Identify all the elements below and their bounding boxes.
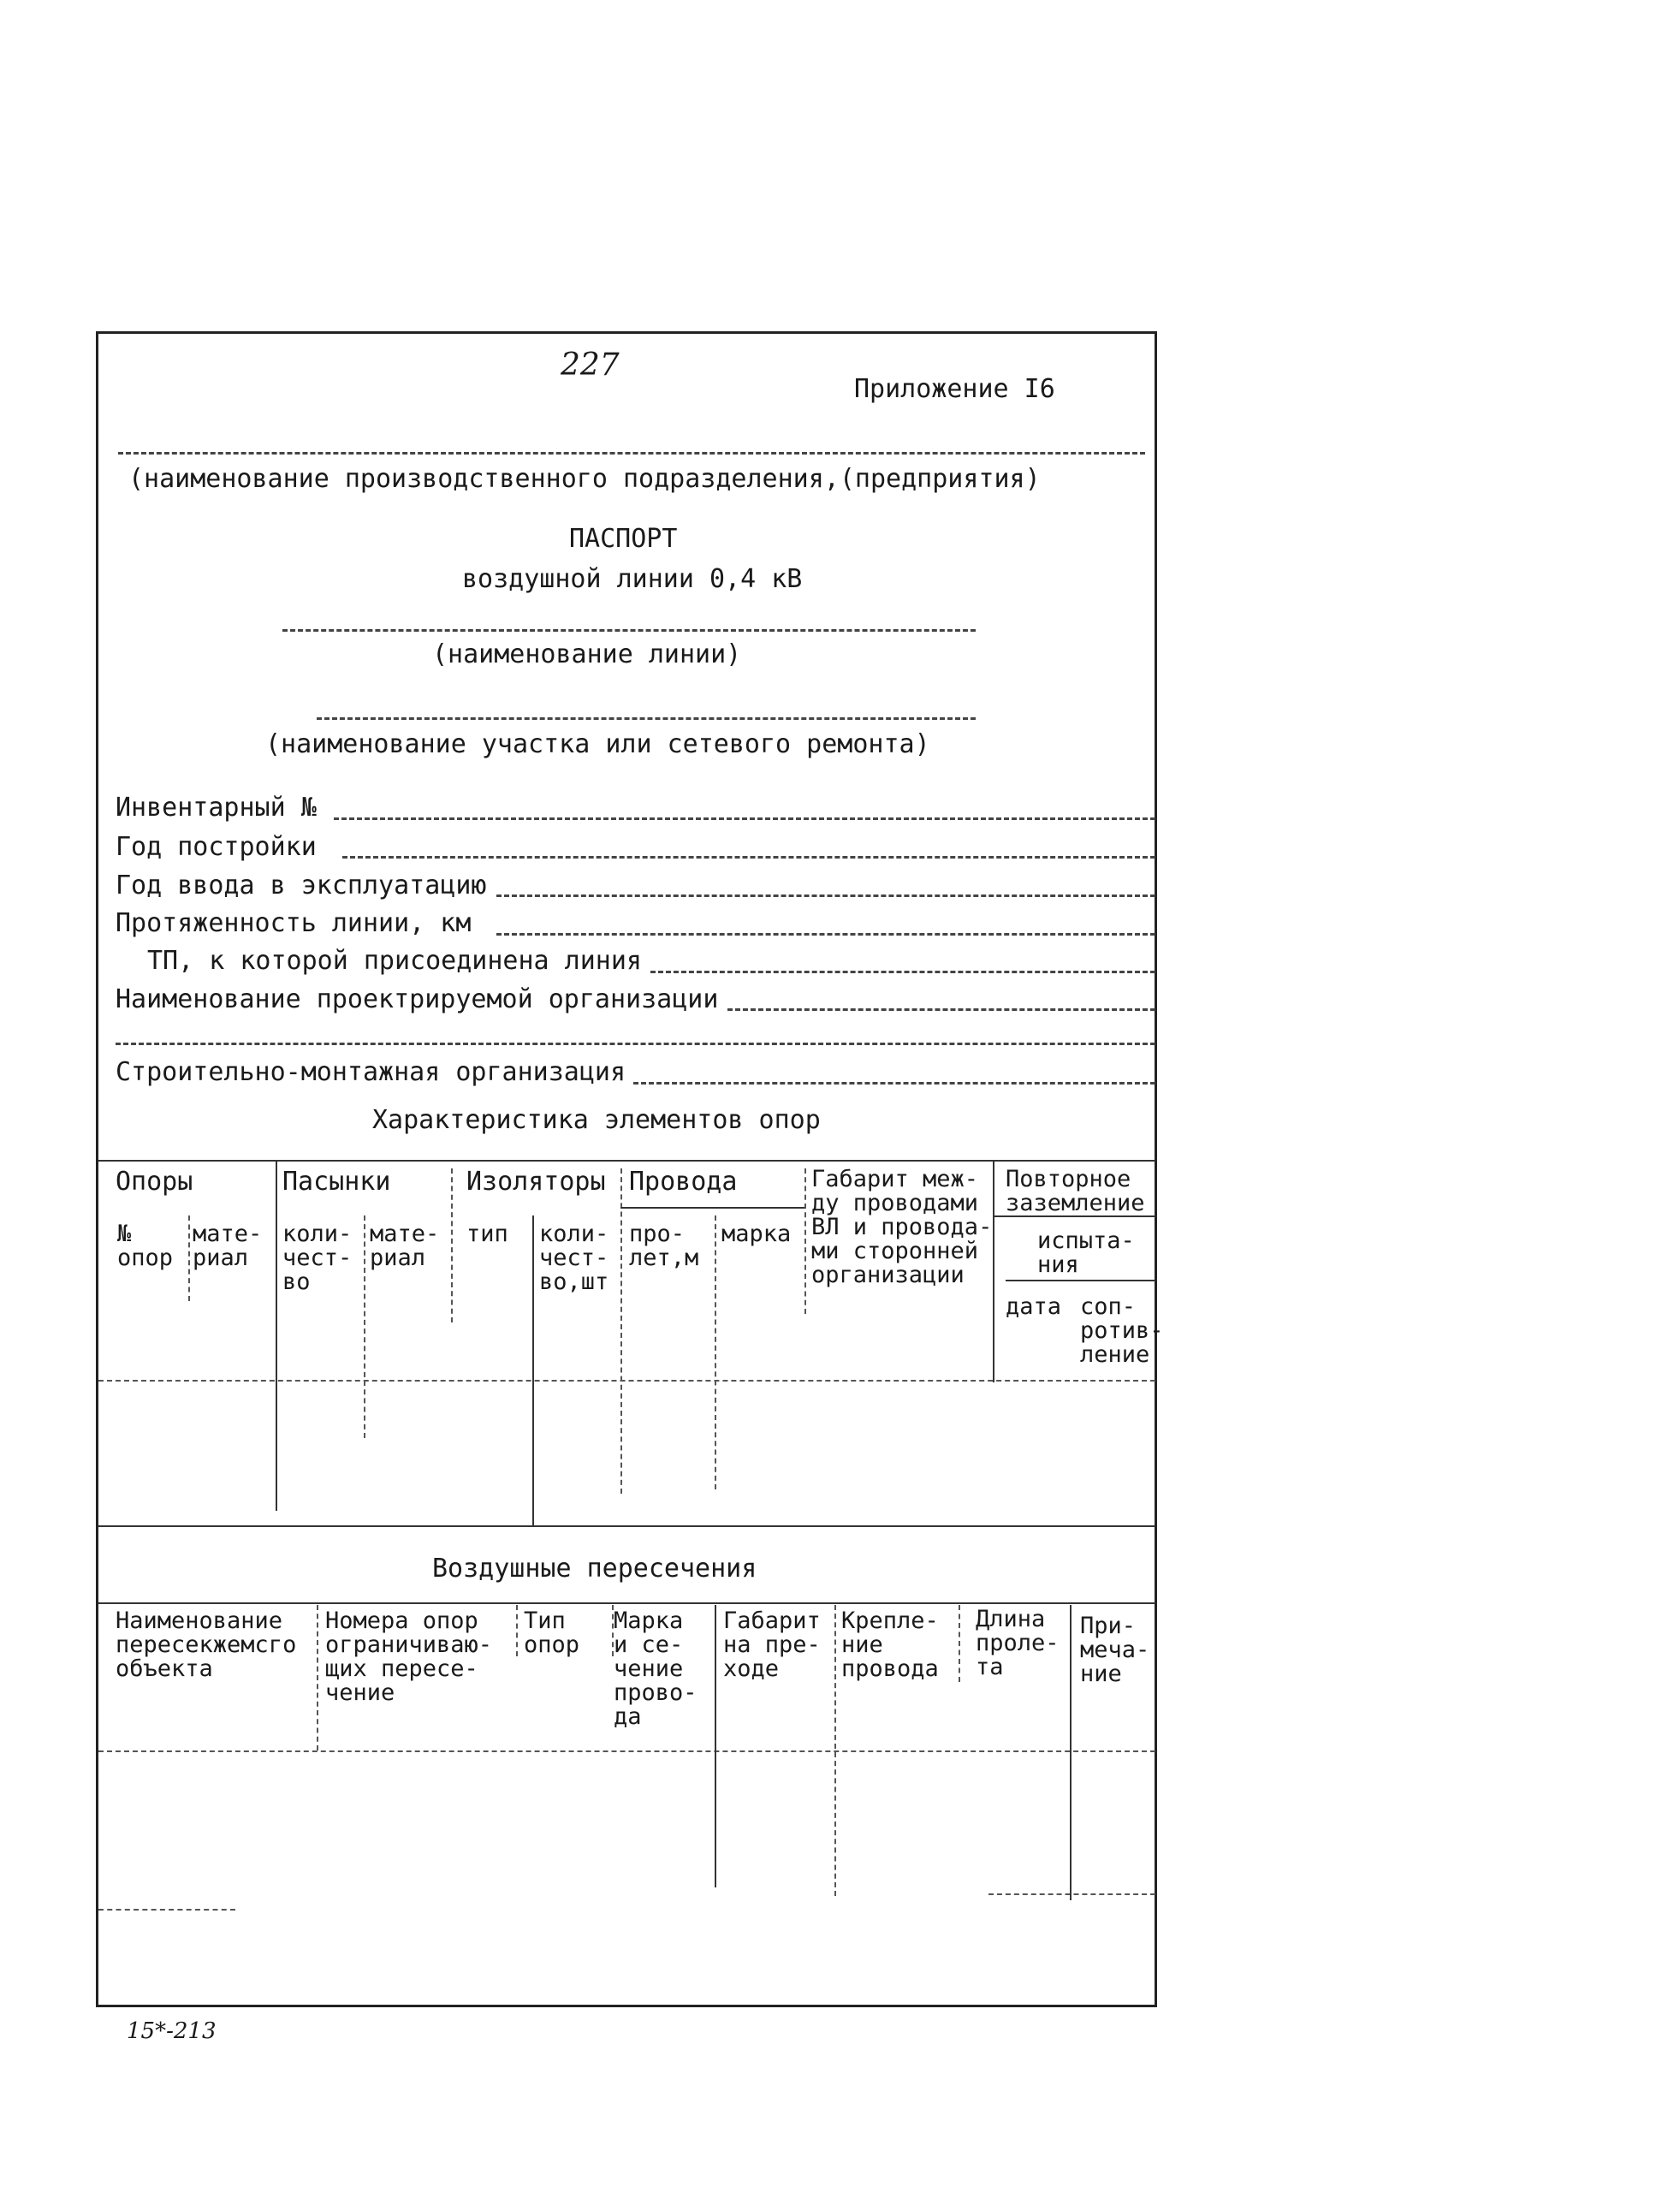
col-support-no: № опор bbox=[117, 1221, 174, 1271]
col-object: Наименование пересекжемсго объекта bbox=[116, 1608, 297, 1682]
col-support-material: мате- риал bbox=[193, 1221, 263, 1271]
field-construction-org-fill[interactable] bbox=[633, 1082, 1155, 1085]
col-grounding-test: испыта- ния bbox=[1037, 1227, 1135, 1278]
col-grade: марка bbox=[721, 1221, 792, 1247]
field-substation-fill[interactable] bbox=[650, 971, 1155, 973]
col-span-length: Длина проле- та bbox=[976, 1606, 1060, 1680]
field-length-label: Протяженность линии, км bbox=[116, 908, 472, 938]
col-pole-type: Тип опор bbox=[524, 1608, 580, 1658]
col-pole-numbers: Номера опор ограничиваю- щих пересе- чение bbox=[325, 1608, 493, 1706]
col-insulators: Изоляторы bbox=[466, 1167, 606, 1197]
col-ins-qty: коли- чест- во,шт bbox=[539, 1221, 609, 1295]
table2-title: Воздушные пересечения bbox=[432, 1554, 757, 1584]
col-brackets: Пасынки bbox=[282, 1167, 391, 1197]
field-inventory-label: Инвентарный № bbox=[116, 793, 317, 823]
col-clearance: Габарит меж- ду проводами ВЛ и провода- ми сторонней организации bbox=[811, 1166, 993, 1288]
field-design-org-label: Наименование проектрируемой организации bbox=[116, 984, 719, 1014]
org-caption: (наименование производственного подразделения,(предприятия) bbox=[128, 464, 1041, 494]
col-ins-type: тип bbox=[466, 1221, 508, 1247]
appendix-label: Приложение I6 bbox=[854, 374, 1055, 404]
passport-title: ПАСПОРТ bbox=[569, 524, 678, 554]
line-fill-line bbox=[282, 629, 976, 632]
col-date: дата bbox=[1006, 1293, 1062, 1320]
field-design-org-fill[interactable] bbox=[727, 1008, 1155, 1011]
col-span: про- лет,м bbox=[629, 1221, 699, 1271]
section-fill-line bbox=[317, 717, 976, 720]
footer-note: 15*-213 bbox=[127, 2018, 217, 2044]
field-commission-year-label: Год ввода в эксплуатацию bbox=[116, 871, 487, 900]
section-caption: (наименование участка или сетевого ремонта) bbox=[265, 729, 930, 759]
field-substation-label: ТП, к которой присоединена линия bbox=[147, 946, 642, 976]
col-wire-grade: Марка и се- чение прово- да bbox=[614, 1608, 698, 1730]
field-design-org-fill-2[interactable] bbox=[116, 1043, 1155, 1045]
field-build-year-label: Год постройки bbox=[116, 832, 317, 862]
col-note: При- меча- ние bbox=[1080, 1613, 1150, 1687]
field-commission-year-fill[interactable] bbox=[496, 894, 1155, 897]
passport-subtitle: воздушной линии 0,4 кВ bbox=[462, 564, 803, 594]
col-wires: Провода bbox=[629, 1167, 738, 1197]
col-resistance: соп- ротив- ление bbox=[1080, 1293, 1164, 1368]
col-grounding: Повторное заземление bbox=[1006, 1166, 1145, 1216]
col-fastening: Крепле- ние провода bbox=[841, 1608, 939, 1682]
col-clearance-crossing: Габарит на пре- ходе bbox=[723, 1608, 821, 1682]
table1-title: Характеристика элементов опор bbox=[372, 1105, 821, 1135]
field-build-year-fill[interactable] bbox=[342, 856, 1155, 859]
page-number: 227 bbox=[561, 348, 620, 383]
line-caption: (наименование линии) bbox=[432, 639, 742, 669]
field-length-fill[interactable] bbox=[496, 933, 1155, 936]
col-brackets-material: мате- риал bbox=[370, 1221, 440, 1271]
field-inventory-fill[interactable] bbox=[334, 817, 1155, 820]
field-construction-org-label: Строительно-монтажная организация bbox=[116, 1057, 626, 1087]
col-brackets-qty: коли- чест- во bbox=[282, 1221, 353, 1295]
org-fill-line bbox=[118, 452, 1145, 455]
col-supports: Опоры bbox=[116, 1167, 193, 1197]
